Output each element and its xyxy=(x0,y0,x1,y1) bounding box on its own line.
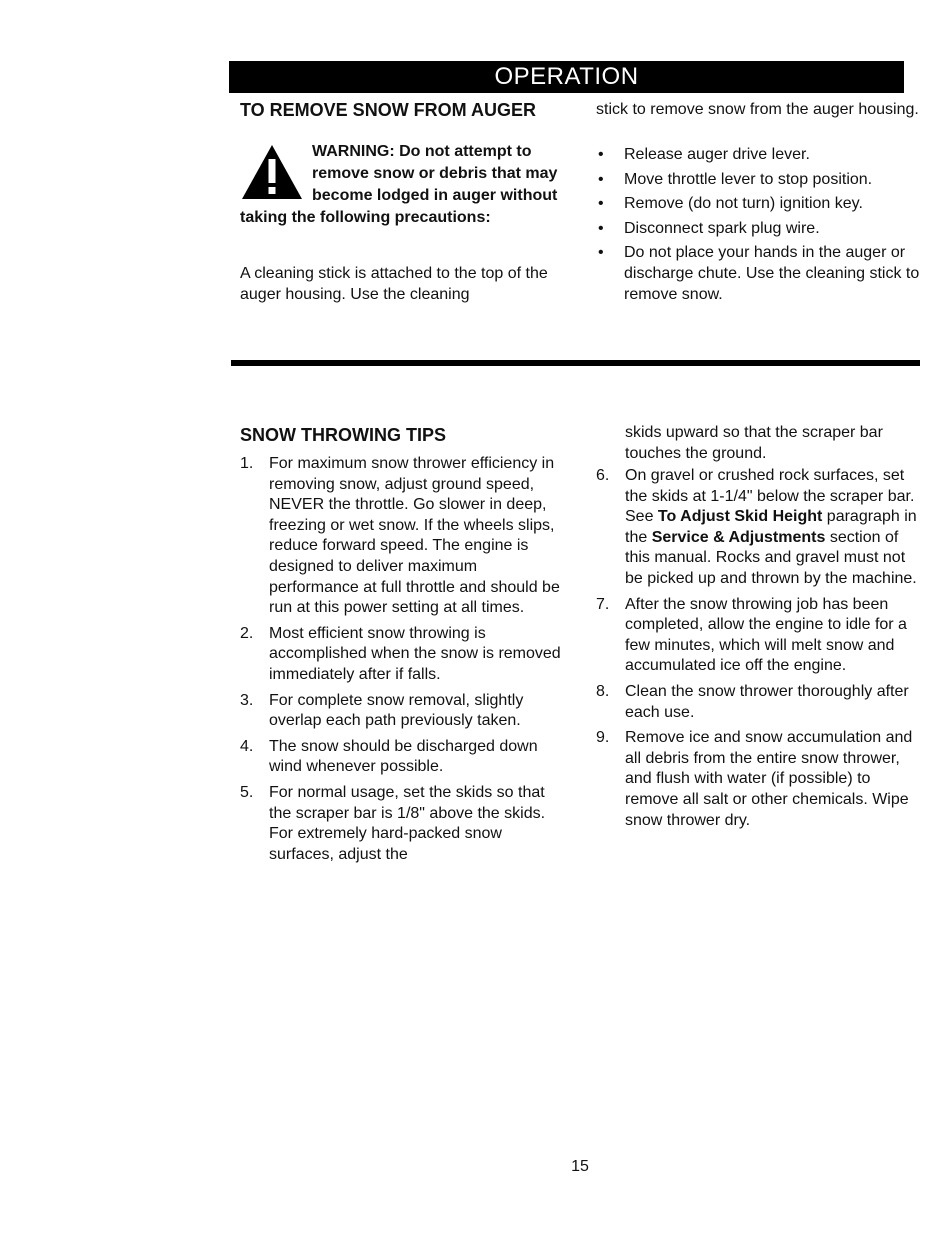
section-banner: OPERATION xyxy=(229,61,904,93)
precautions-list xyxy=(596,144,926,309)
list-item: 2. Most efficient snow throwing is accomplished when the snow is removed immediately after if falls. xyxy=(240,624,561,683)
page-number: 15 xyxy=(571,1158,589,1175)
list-item: • Release auger drive lever. xyxy=(596,144,926,165)
cleaning-stick-intro: A cleaning stick is attached to the top of the auger housing. Use the cleaning xyxy=(240,265,548,303)
list-item: 9. Remove ice and snow accumulation and all debris from the entire snow thrower, and flush with water (if possible) to remove all salt or other chemicals. Wipe snow thrower dry. xyxy=(596,729,913,829)
tips-section-title: SNOW THROWING TIPS xyxy=(240,425,446,445)
section-divider xyxy=(231,360,920,366)
tips-list-right xyxy=(596,466,926,836)
list-item: • Do not place your hands in the auger or discharge chute. Use the cleaning stick to remove snow. xyxy=(596,242,926,305)
list-item: • Move throttle lever to stop position. xyxy=(596,169,926,190)
cleaning-stick-intro-continued: stick to remove snow from the auger housing. xyxy=(596,101,919,118)
list-item: 5. For normal usage, set the skids so that the scraper bar is 1/8" above the skids. For extremely hard-packed snow surfaces, adjust the xyxy=(240,783,546,863)
warning-text: WARNING: Do not attempt to remove snow or debris that may become lodged in auger without taking the following precautions: xyxy=(240,143,558,226)
list-item: 1. For maximum snow thrower efficiency in removing snow, adjust ground speed, NEVER the throttle. Go slower in deep, freezing or wet snow. If the wheels slips, reduce forward speed. The engine is designed to deliver maximum performance at full throttle and should be run at this power setting at all times. xyxy=(240,455,560,617)
auger-section-title: TO REMOVE SNOW FROM AUGER xyxy=(240,100,537,120)
list-item: 6. On gravel or crushed rock surfaces, set the skids at 1-1/4" below the scraper bar. See To Adjust Skid Height paragraph in the Service & Adjustments section of this manual. Rocks and gravel must not be picked up and thrown by the machine. xyxy=(596,467,917,587)
list-item: 4. The snow should be discharged down wind whenever possible. xyxy=(240,737,538,776)
tip-5-continued: skids upward so that the scraper bar touches the ground. xyxy=(625,424,883,462)
list-item: 7. After the snow throwing job has been completed, allow the engine to idle for a few minutes, which will melt snow and accumulated ice off the engine. xyxy=(596,595,907,675)
list-item: 8. Clean the snow thrower thoroughly after each use. xyxy=(596,682,909,721)
list-item: • Disconnect spark plug wire. xyxy=(596,218,926,239)
list-item: 3. For complete snow removal, slightly overlap each path previously taken. xyxy=(240,691,524,730)
list-item: • Remove (do not turn) ignition key. xyxy=(596,193,926,214)
tips-list-left xyxy=(240,454,565,870)
